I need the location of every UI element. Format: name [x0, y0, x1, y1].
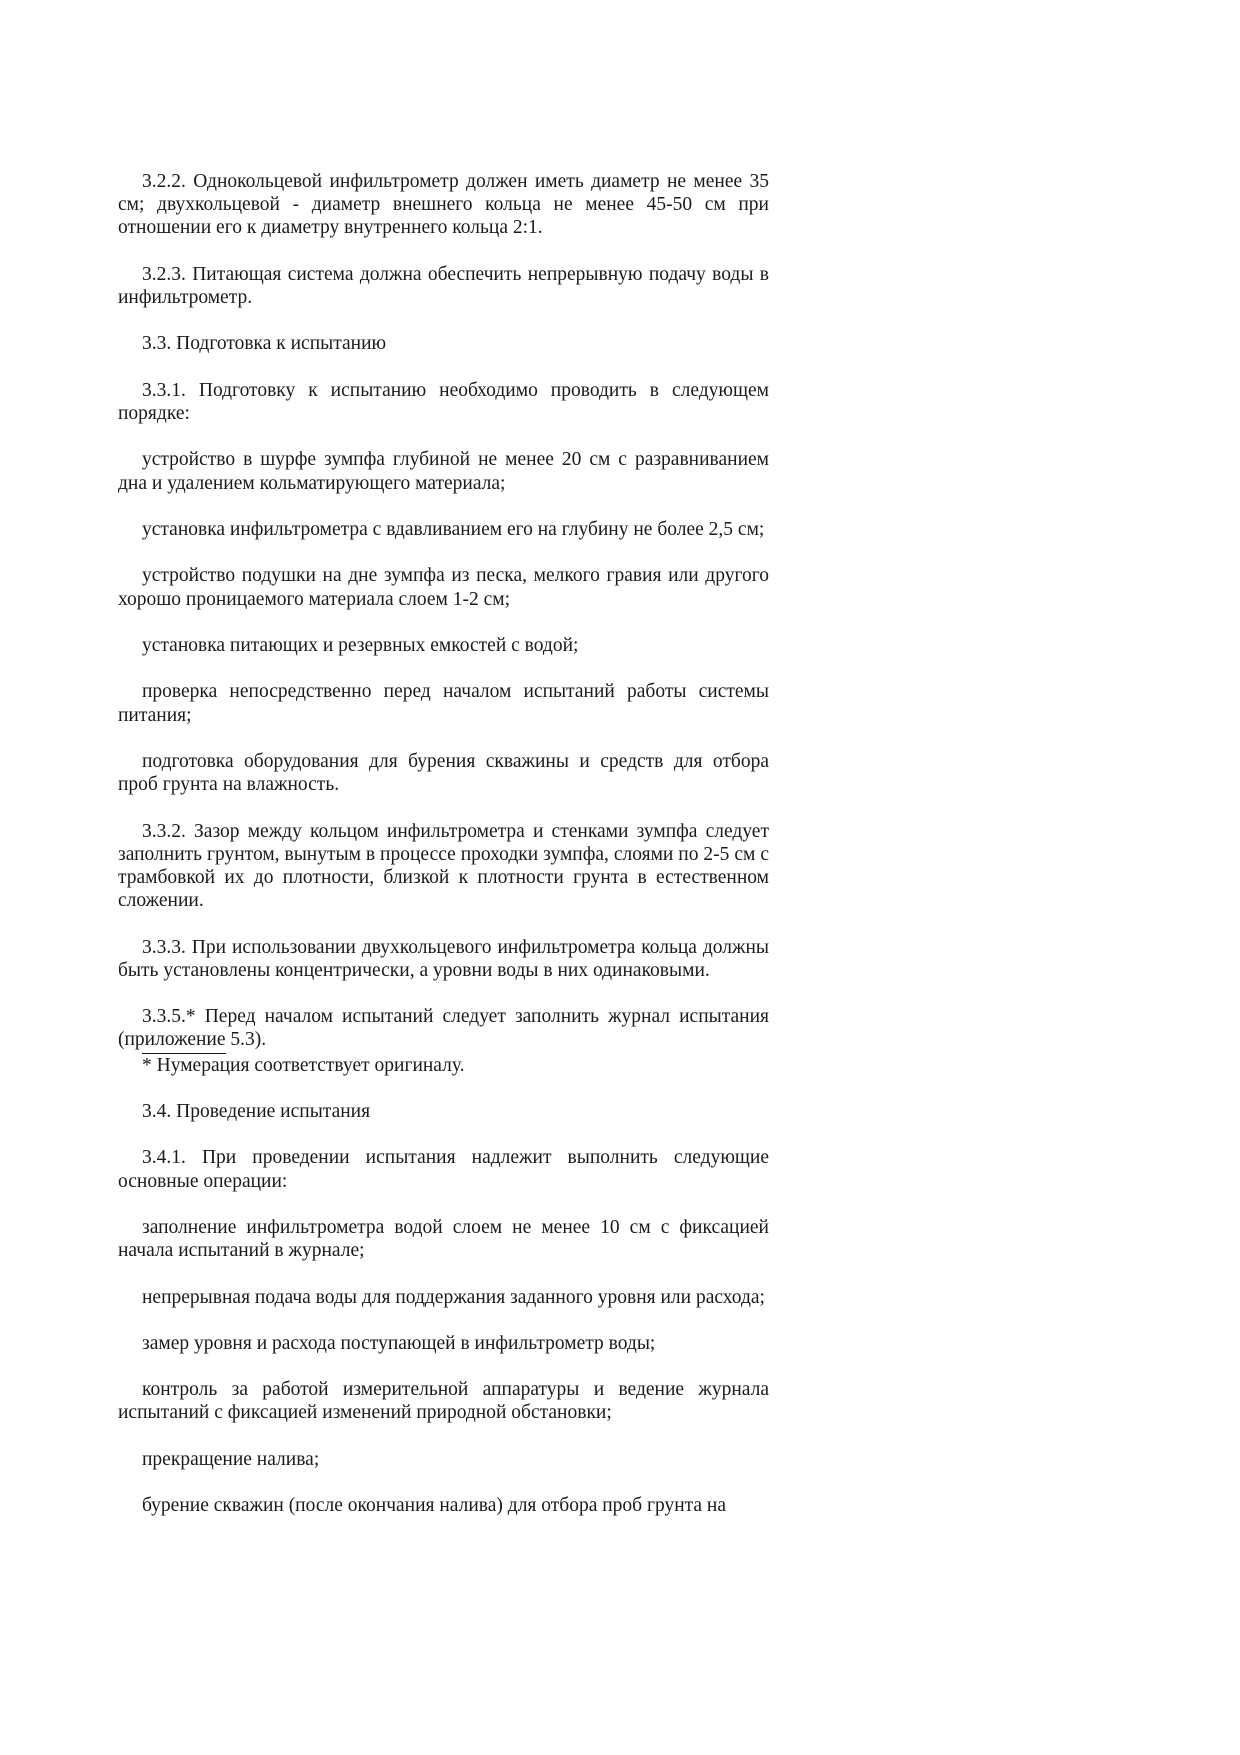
list-item: непрерывная подача воды для поддержания заданного уровня или расхода; [142, 1286, 765, 1308]
list-item: заполнение инфильтрометра водой слоем не менее 10 см с фиксацией начала испытаний в журнале; [118, 1216, 769, 1262]
paragraph-3-4-1: 3.4.1. При проведении испытания надлежит выполнить следующие основные операции: [118, 1147, 769, 1192]
list-item: установка питающих и резервных емкостей с водой; [142, 634, 579, 656]
list-item: контроль за работой измерительной аппаратуры и ведение журнала испытаний с фиксацией изменений природной обстановки; [118, 1379, 769, 1424]
paragraph-3-3-1: 3.3.1. Подготовку к испытанию необходимо проводить в следующем порядке: [118, 379, 769, 424]
list-item: бурение скважин (после окончания налива) для отбора проб грунта на [142, 1495, 727, 1517]
list-item: установка инфильтрометра с вдавливанием его на глубину не более 2,5 см; [142, 518, 765, 540]
section-heading-3-3: 3.3. Подготовка к испытанию [142, 333, 387, 355]
list-item: замер уровня и расхода поступающей в инфильтрометр воды; [142, 1332, 656, 1354]
paragraph-3-2-2: 3.2.2. Однокольцевой инфильтрометр должен иметь диаметр не менее 35 см; двухкольцевой - диаметр внешнего кольца не менее 45-50 см при отношении его к диаметру внутреннего кольца 2:1. [118, 171, 769, 239]
footnote: * Нумерация соответствует оригиналу. [142, 1054, 465, 1076]
list-item: проверка непосредственно перед началом испытаний работы системы питания; [118, 681, 769, 726]
list-item: прекращение налива; [142, 1448, 320, 1470]
list-item: устройство в шурфе зумпфа глубиной не менее 20 см с разравниванием дна и удалением кольматирующего материала; [118, 449, 769, 494]
paragraph-3-2-3: 3.2.3. Питающая система должна обеспечить непрерывную подачу воды в инфильтрометр. [118, 263, 769, 308]
document-page [118, 170, 769, 1541]
paragraph-3-3-2: 3.3.2. Зазор между кольцом инфильтрометра и стенками зумпфа следует заполнить грунтом, вынутым в процессе проходки зумпфа, слоями по 2-5 см с трамбовкой их до плотности, близкой к плотности грунта в естественном сложении. [118, 820, 769, 912]
list-item: устройство подушки на дне зумпфа из песка, мелкого гравия или другого хорошо проницаемого материала слоем 1-2 см; [118, 565, 769, 610]
paragraph-3-3-3: 3.3.3. При использовании двухкольцевого инфильтрометра кольца должны быть установлены концентрически, а уровни воды в них одинаковыми. [118, 936, 769, 981]
paragraph-3-3-5: 3.3.5.* Перед началом испытаний следует заполнить журнал испытания (приложение 5.3). [118, 1006, 769, 1051]
list-item: подготовка оборудования для бурения скважины и средств для отбора проб грунта на влажность. [118, 750, 769, 796]
section-heading-3-4: 3.4. Проведение испытания [142, 1100, 371, 1122]
